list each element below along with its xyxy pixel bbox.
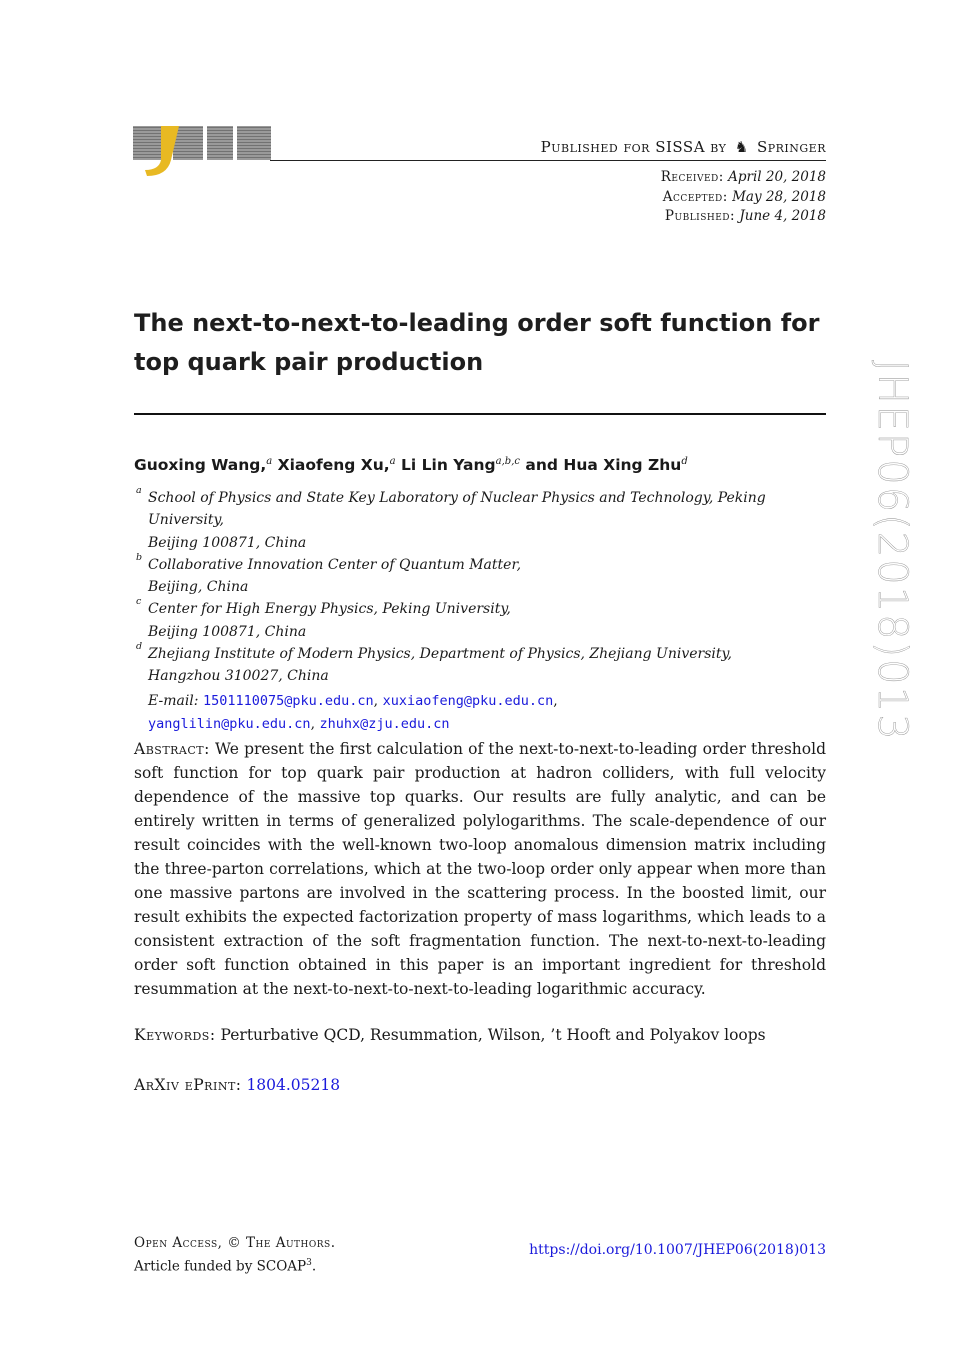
affiliation-a: a School of Physics and State Key Laboratory of Nuclear Physics and Technology, Peking University, Beijing 100871, China (136, 485, 766, 551)
side-stamp-text: JHEP06(2018)013 (869, 360, 915, 742)
paper-title (134, 304, 824, 382)
doi (529, 1242, 826, 1258)
abstract-label: Abstract: (134, 740, 210, 758)
author-list: Guoxing Wang,$^a$ Xiaofeng Xu,$^a$ Li Lin Yang$^{a,b,c}$ and Hua Xing Zhu$^d$ (134, 456, 688, 475)
keywords (134, 1026, 766, 1044)
date-accepted: Accepted: May 28, 2018 (662, 188, 826, 205)
publication-dates (661, 168, 826, 227)
date-published: Published: June 4, 2018 (664, 208, 826, 224)
email-label: E-mail: (148, 692, 199, 709)
affiliations (134, 487, 834, 736)
email-link[interactable]: zhuhx@zju.edu.cn (319, 715, 450, 732)
publisher-name: Springer (756, 138, 826, 156)
published-for-label: Published for SISSA by (540, 138, 727, 156)
title-line-2: top quark pair production (134, 348, 484, 376)
email-line: E-mail: 1501110075@pku.edu.cn, xuxiaofeng@pku.edu.cn, (148, 692, 558, 709)
email-line-2: yanglilin@pku.edu.cn, zhuhx@zju.edu.cn (148, 715, 450, 732)
abstract (134, 737, 826, 1001)
side-stamp (862, 360, 922, 790)
email-link[interactable]: xuxiaofeng@pku.edu.cn (382, 692, 554, 709)
springer-horse-icon: ♞ (734, 138, 749, 156)
affiliation-b: b Collaborative Innovation Center of Quantum Matter, Beijing, China (136, 551, 522, 596)
affiliation-d: d Zhejiang Institute of Modern Physics, Department of Physics, Zhejiang University, Hangzhou 310027, China (136, 641, 733, 685)
author: Li Lin Yang (401, 456, 496, 475)
title-rule (134, 413, 826, 415)
keywords-label: Keywords: (134, 1026, 216, 1044)
date-received: Received: April 20, 2018 (660, 169, 826, 185)
keywords-text: Perturbative QCD, Resummation, Wilson, ’t Hooft and Polyakov loops (220, 1026, 766, 1044)
email-link[interactable]: yanglilin@pku.edu.cn (148, 715, 311, 732)
author: Guoxing Wang, (134, 456, 267, 475)
arxiv-link[interactable]: 1804.05218 (246, 1076, 341, 1094)
author: and Hua Xing Zhu (525, 456, 682, 475)
email-link[interactable]: 1501110075@pku.edu.cn (202, 692, 374, 709)
arxiv-label: ArXiv ePrint: (134, 1076, 242, 1094)
affiliation-c: c Center for High Energy Physics, Peking University, Beijing 100871, China (136, 596, 511, 640)
arxiv-eprint (134, 1076, 340, 1094)
open-access-line: Open Access, © The Authors. (134, 1235, 336, 1251)
license-note (134, 1233, 336, 1277)
jhep-logo (133, 124, 275, 178)
header-rule (270, 160, 826, 161)
abstract-text: We present the first calculation of the next-to-next-to-leading order threshold soft function for top quark pair production at hadron colliders, with full velocity dependence of the massive top quarks. Our results are fully analytic, and can be entirely written in terms of generalized polylogarithms. The scale-dependence of our result coincides with the well-known two-loop anomalous dimension matrix including the three-parton correlations, which at the two-loop order only appear when more than one massive partons are involved in the scattering process. In the boosted limit, our result exhibits the expected factorization property of mass logarithms, which leads to a consistent extraction of the soft fragmentation function. The next-to-next-to-leading order soft function obtained in this paper is an important ingredient for threshold resummation at the next-to-next-to-next-to-leading logarithmic accuracy. (134, 740, 826, 998)
doi-link[interactable]: https://doi.org/10.1007/JHEP06(2018)013 (529, 1242, 826, 1258)
published-for-line (541, 138, 826, 156)
title-line-1: The next-to-next-to-leading order soft function for (134, 309, 820, 337)
author: Xiaofeng Xu, (277, 456, 390, 475)
funding-line: Article funded by SCOAP$^3$. (134, 1258, 317, 1275)
